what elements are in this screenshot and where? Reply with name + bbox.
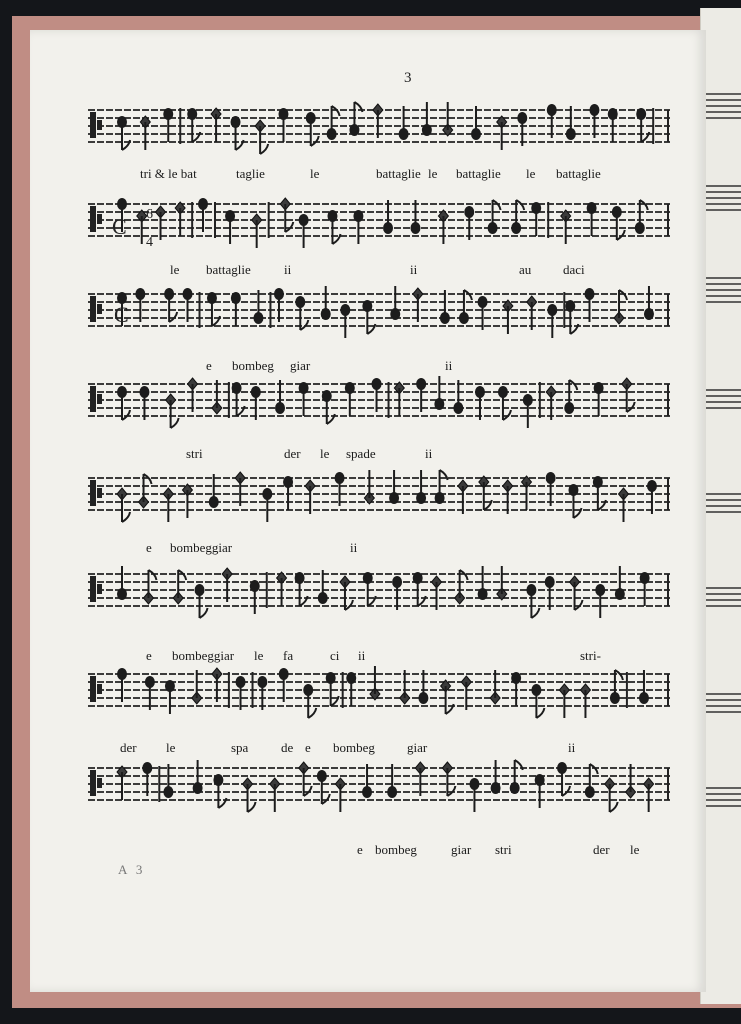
note <box>117 566 127 600</box>
note <box>277 572 287 606</box>
note <box>363 572 376 606</box>
note <box>580 684 590 718</box>
note <box>416 378 426 412</box>
note <box>212 380 222 414</box>
time-signature: C <box>112 214 127 239</box>
page-number: 3 <box>404 70 412 86</box>
note <box>327 210 340 244</box>
note <box>117 766 127 800</box>
note <box>589 104 599 138</box>
note <box>415 762 425 796</box>
staff <box>88 666 670 718</box>
note <box>566 106 576 140</box>
note <box>163 108 173 142</box>
note <box>644 286 654 320</box>
lyric-syllable: ii <box>358 648 366 663</box>
note <box>345 382 355 416</box>
lyric-syllable: ii <box>284 262 292 277</box>
lyric-syllable: tri & le bat <box>140 166 197 181</box>
note <box>209 474 219 508</box>
note <box>647 480 657 514</box>
note <box>568 484 581 518</box>
note <box>418 670 428 704</box>
note <box>618 488 628 522</box>
note <box>522 476 532 510</box>
lyric-syllable: battaglie <box>206 262 251 277</box>
note <box>416 470 426 504</box>
note <box>322 390 335 424</box>
lyric-syllable: fa <box>283 648 294 663</box>
meter-bottom: 4 <box>146 235 153 250</box>
note <box>362 300 375 334</box>
note <box>183 288 193 322</box>
note <box>142 762 152 796</box>
lyric-syllable: taglie <box>236 166 265 181</box>
note <box>165 680 175 714</box>
note <box>383 200 393 234</box>
note <box>610 670 623 704</box>
note <box>257 676 267 710</box>
staff <box>88 198 670 248</box>
note <box>321 286 331 320</box>
note <box>595 584 605 618</box>
note <box>349 102 362 136</box>
note <box>275 380 285 414</box>
lyric-syllable: spa <box>231 740 249 755</box>
note <box>335 472 345 506</box>
meter-top: 6 <box>146 207 153 222</box>
note <box>145 676 155 710</box>
note <box>434 376 444 410</box>
note <box>561 210 571 244</box>
lyric-syllable: le <box>170 262 180 277</box>
page-signature: A 3 <box>118 862 146 877</box>
note <box>166 394 179 428</box>
lyric-syllable: giar <box>407 740 428 755</box>
note <box>615 566 625 600</box>
note <box>283 476 293 510</box>
note <box>117 116 130 150</box>
note <box>626 764 636 798</box>
note <box>173 570 186 604</box>
note <box>139 386 149 420</box>
lyric-syllable: le <box>166 740 176 755</box>
note <box>635 200 648 234</box>
note <box>353 210 363 244</box>
note <box>455 570 468 604</box>
note <box>545 576 555 610</box>
note <box>182 484 192 518</box>
note <box>362 764 372 798</box>
note <box>270 778 280 812</box>
note <box>175 202 185 236</box>
note <box>163 488 173 522</box>
note <box>413 288 423 322</box>
note <box>441 680 454 714</box>
note <box>497 566 507 600</box>
note <box>478 566 488 600</box>
lyric-syllable: der <box>120 740 137 755</box>
note <box>453 380 463 414</box>
lyric-syllable: stri <box>186 446 203 461</box>
note <box>143 570 156 604</box>
note <box>517 112 527 146</box>
note <box>135 288 145 322</box>
staff <box>88 470 670 522</box>
lyric-syllable: bombeg <box>333 740 375 755</box>
lyric-syllable: ii <box>568 740 576 755</box>
staff <box>88 286 670 338</box>
note <box>255 120 268 154</box>
note <box>231 292 241 326</box>
note <box>236 676 246 710</box>
note <box>636 108 649 142</box>
note <box>250 580 260 614</box>
note <box>435 470 448 504</box>
note <box>640 572 650 606</box>
lyric-syllable: le <box>320 446 330 461</box>
note <box>471 106 481 140</box>
note <box>443 102 453 136</box>
lyric-syllable: ii <box>425 446 433 461</box>
note <box>187 108 200 142</box>
note <box>503 300 513 334</box>
note <box>438 210 448 244</box>
lyric-syllable: le <box>630 842 640 857</box>
staff <box>88 566 670 618</box>
note <box>535 774 545 808</box>
note <box>326 672 339 706</box>
note <box>140 116 150 150</box>
note <box>251 386 261 420</box>
lyric-syllable: ii <box>350 540 358 555</box>
note <box>235 472 245 506</box>
lyric-syllable: de <box>281 740 294 755</box>
note <box>389 470 399 504</box>
lyric-syllable: e <box>206 358 212 373</box>
note <box>278 108 288 142</box>
note <box>422 102 432 136</box>
note <box>211 108 221 142</box>
note <box>594 382 604 416</box>
note <box>213 774 226 808</box>
note <box>526 584 539 618</box>
note <box>346 672 356 706</box>
lyric-syllable: ii <box>445 358 453 373</box>
note <box>364 470 374 504</box>
lyric-syllable: battaglie <box>556 166 601 181</box>
note <box>478 296 488 330</box>
note <box>192 670 202 704</box>
note <box>262 488 272 522</box>
note <box>546 472 556 506</box>
note <box>252 214 262 248</box>
note <box>432 576 442 610</box>
note <box>546 386 556 420</box>
note <box>394 382 404 416</box>
note <box>587 202 597 236</box>
note <box>510 760 523 794</box>
note <box>547 104 557 138</box>
lyric-syllable: stri <box>495 842 512 857</box>
note <box>318 570 328 604</box>
note <box>440 290 450 324</box>
lyric-syllable: e <box>146 540 152 555</box>
note <box>469 778 479 812</box>
lyric-syllable: au <box>519 262 532 277</box>
lyric-syllable: ii <box>410 262 418 277</box>
note <box>335 778 345 812</box>
note <box>458 480 468 514</box>
lyric-syllable: spade <box>346 446 376 461</box>
lyric-syllable: bombeg <box>232 358 274 373</box>
note <box>232 382 245 416</box>
note <box>274 288 284 322</box>
note <box>156 206 166 240</box>
lyric-syllable: e <box>146 648 152 663</box>
note <box>225 210 235 244</box>
lyric-syllable: ci <box>330 648 340 663</box>
lyric-syllable: le <box>526 166 536 181</box>
note <box>413 572 426 606</box>
note <box>531 202 541 236</box>
note <box>523 394 533 428</box>
note <box>585 764 598 798</box>
lyric-syllable: e <box>305 740 311 755</box>
note <box>464 206 474 240</box>
note <box>212 668 222 702</box>
note <box>299 382 309 416</box>
staff <box>88 760 670 812</box>
lyric-syllable: stri- <box>580 648 601 663</box>
note <box>139 474 152 508</box>
staff <box>88 102 670 154</box>
lyric-syllable: giar <box>451 842 472 857</box>
note <box>475 386 485 420</box>
note <box>559 684 569 718</box>
note <box>400 670 410 704</box>
note <box>584 288 594 322</box>
note <box>461 676 471 710</box>
note <box>231 116 244 150</box>
note <box>340 304 350 338</box>
note <box>163 764 173 798</box>
lyric-syllable: bombeggiar <box>172 648 235 663</box>
lyric-syllable: der <box>593 842 610 857</box>
lyric-syllable: der <box>284 446 301 461</box>
lyric-syllable: e <box>357 842 363 857</box>
lyric-syllable: le <box>254 648 264 663</box>
note <box>497 116 507 150</box>
note <box>372 378 382 412</box>
note <box>253 290 263 324</box>
staff <box>88 376 670 428</box>
note <box>193 760 203 794</box>
note <box>399 106 409 140</box>
note <box>390 286 400 320</box>
note <box>511 672 521 706</box>
note <box>279 668 289 702</box>
note <box>639 670 649 704</box>
note <box>392 576 402 610</box>
note <box>608 108 618 142</box>
lyric-syllable: giar <box>290 358 311 373</box>
lyric-syllable: battaglie <box>376 166 421 181</box>
note <box>188 378 198 412</box>
note <box>593 476 606 510</box>
note <box>527 296 537 330</box>
note <box>491 760 501 794</box>
lyric-syllable: le <box>428 166 438 181</box>
note <box>644 778 654 812</box>
lyric-syllable: le <box>310 166 320 181</box>
note <box>490 670 500 704</box>
note <box>305 480 315 514</box>
note <box>565 300 578 334</box>
lyric-syllable: bombeg <box>375 842 417 857</box>
lyric-syllable: battaglie <box>456 166 501 181</box>
note <box>373 104 383 138</box>
note <box>547 304 557 338</box>
lyric-syllable: bombeggiar <box>170 540 233 555</box>
note <box>207 292 220 326</box>
note <box>387 764 397 798</box>
note <box>479 476 492 510</box>
note <box>370 666 380 700</box>
note <box>222 568 232 602</box>
note <box>117 668 127 702</box>
note <box>299 214 309 248</box>
time-signature: C <box>114 302 129 327</box>
note <box>198 198 208 232</box>
lyric-syllable: daci <box>563 262 585 277</box>
note <box>410 200 420 234</box>
note <box>503 480 513 514</box>
note <box>295 572 308 606</box>
